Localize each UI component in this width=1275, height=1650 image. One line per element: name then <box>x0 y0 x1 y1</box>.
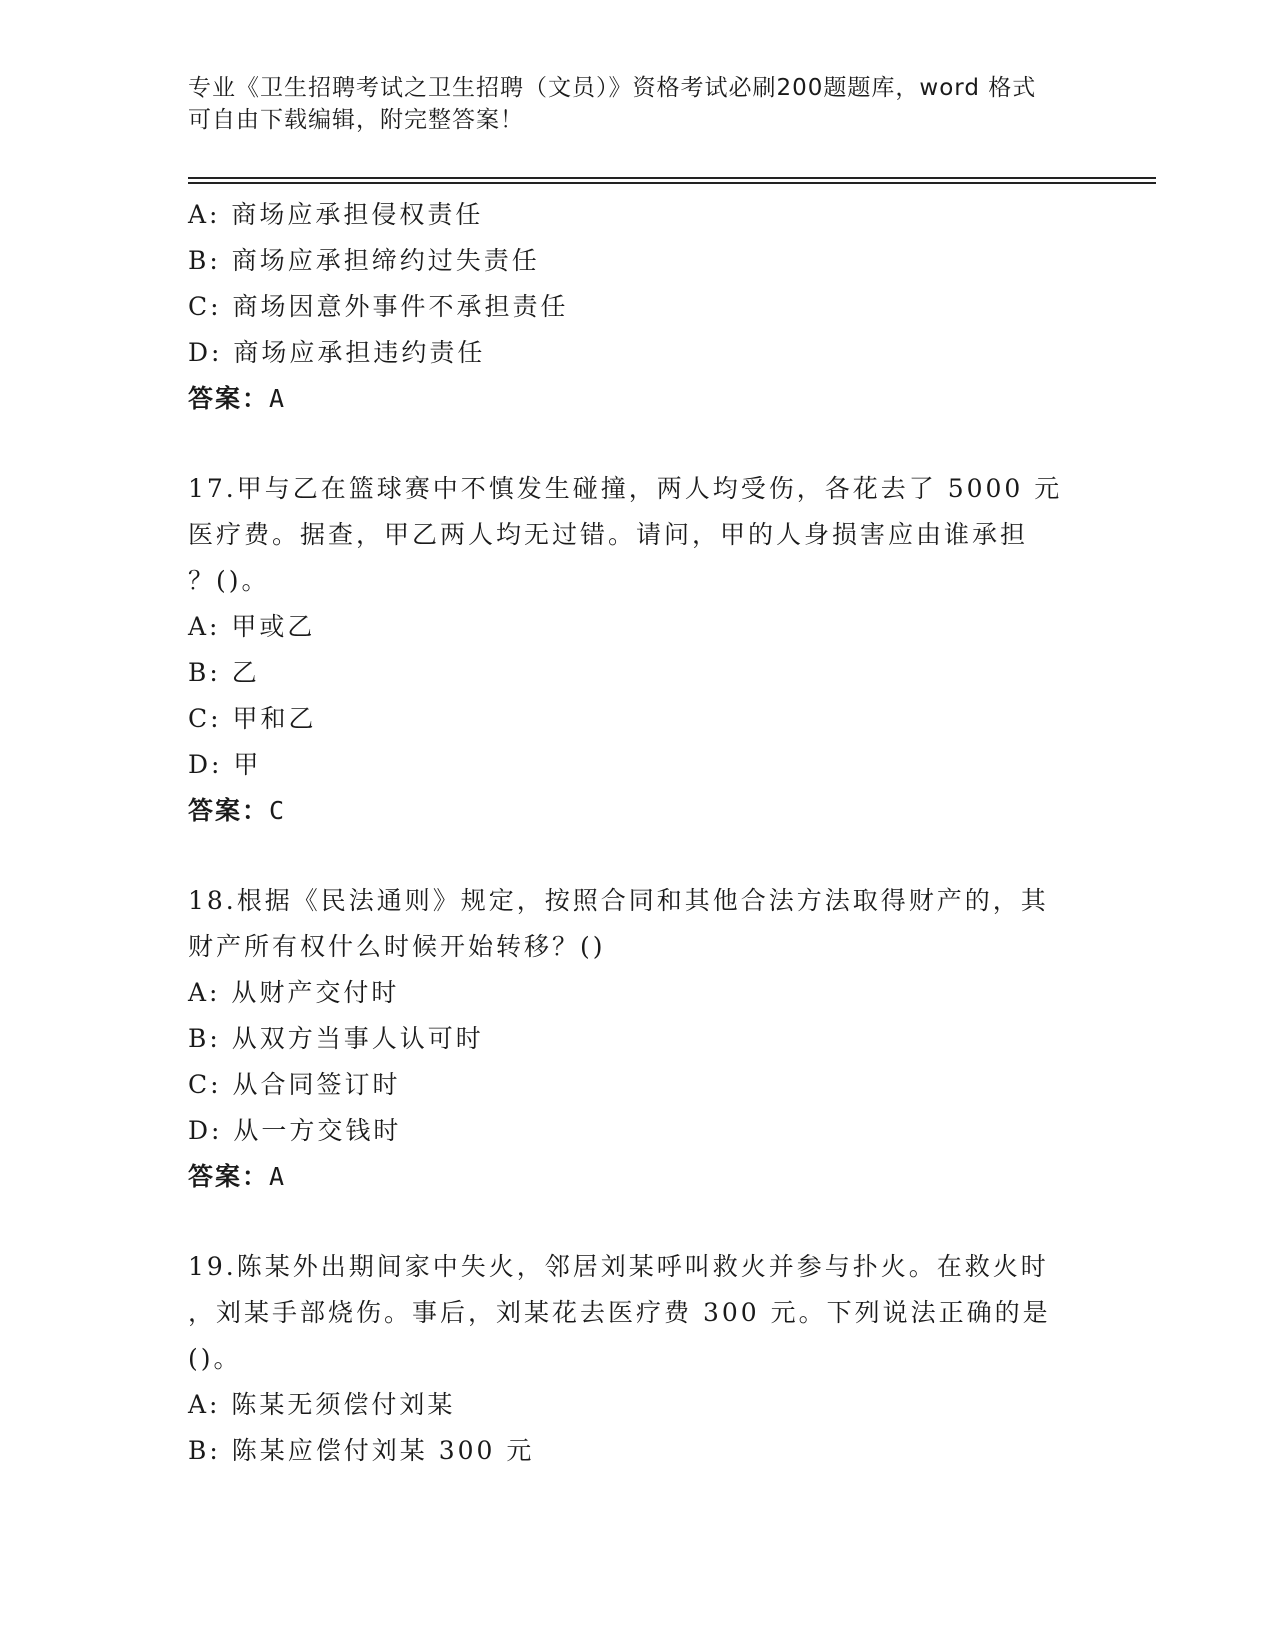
option-a: A: 商场应承担侵权责任 <box>188 200 484 229</box>
header-rule-top <box>188 177 1156 179</box>
option-b: B: 商场应承担缔约过失责任 <box>188 246 540 275</box>
answer-line <box>188 1154 1088 1200</box>
question-text-line: ？()。 <box>188 566 270 595</box>
question-content <box>188 192 1088 1474</box>
option-b: B: 乙 <box>188 658 260 687</box>
answer-label: 答案： <box>188 384 270 413</box>
option-d: D: 甲 <box>188 750 262 779</box>
header-line-1: 专业《卫生招聘考试之卫生招聘（文员）》资格考试必刷200题题库，word 格式 <box>188 75 1037 101</box>
question-block-18 <box>188 878 1088 1200</box>
question-block-19 <box>188 1244 1088 1474</box>
question-block-16 <box>188 192 1088 422</box>
option-d: D: 商场应承担违约责任 <box>188 338 486 367</box>
answer-value: A <box>269 1162 287 1191</box>
page-header <box>188 72 1068 136</box>
question-text-line: 17.甲与乙在篮球赛中不慎发生碰撞，两人均受伤，各花去了 5000 元 <box>188 474 1063 503</box>
question-text-line: 18.根据《民法通则》规定，按照合同和其他合法方法取得财产的，其 <box>188 886 1049 915</box>
question-text-line: ，刘某手部烧伤。事后，刘某花去医疗费 300 元。下列说法正确的是 <box>188 1298 1051 1327</box>
answer-label: 答案： <box>188 1162 270 1191</box>
option-c: C: 从合同签订时 <box>188 1070 401 1099</box>
option-b: B: 从双方当事人认可时 <box>188 1024 484 1053</box>
option-c: C: 商场因意外事件不承担责任 <box>188 292 569 321</box>
option-d: D: 从一方交钱时 <box>188 1116 402 1145</box>
option-a: A: 甲或乙 <box>188 612 316 641</box>
option-c: C: 甲和乙 <box>188 704 317 733</box>
answer-value: C <box>269 796 287 825</box>
answer-line <box>188 376 1088 422</box>
answer-label: 答案： <box>188 796 270 825</box>
question-text-line: 医疗费。据查，甲乙两人均无过错。请问，甲的人身损害应由谁承担 <box>188 520 1029 549</box>
header-rule-bottom <box>188 182 1156 184</box>
option-a: A: 陈某无须偿付刘某 <box>188 1390 456 1419</box>
question-text-line: 财产所有权什么时候开始转移？() <box>188 932 606 961</box>
question-text-line: 19.陈某外出期间家中失火，邻居刘某呼叫救火并参与扑火。在救火时 <box>188 1252 1049 1281</box>
option-b: B: 陈某应偿付刘某 300 元 <box>188 1436 535 1465</box>
answer-line <box>188 788 1088 834</box>
option-a: A: 从财产交付时 <box>188 978 400 1007</box>
answer-value: A <box>269 384 287 413</box>
question-block-17 <box>188 466 1088 834</box>
header-line-2: 可自由下载编辑，附完整答案！ <box>188 107 524 133</box>
question-text-line: ()。 <box>188 1344 242 1373</box>
